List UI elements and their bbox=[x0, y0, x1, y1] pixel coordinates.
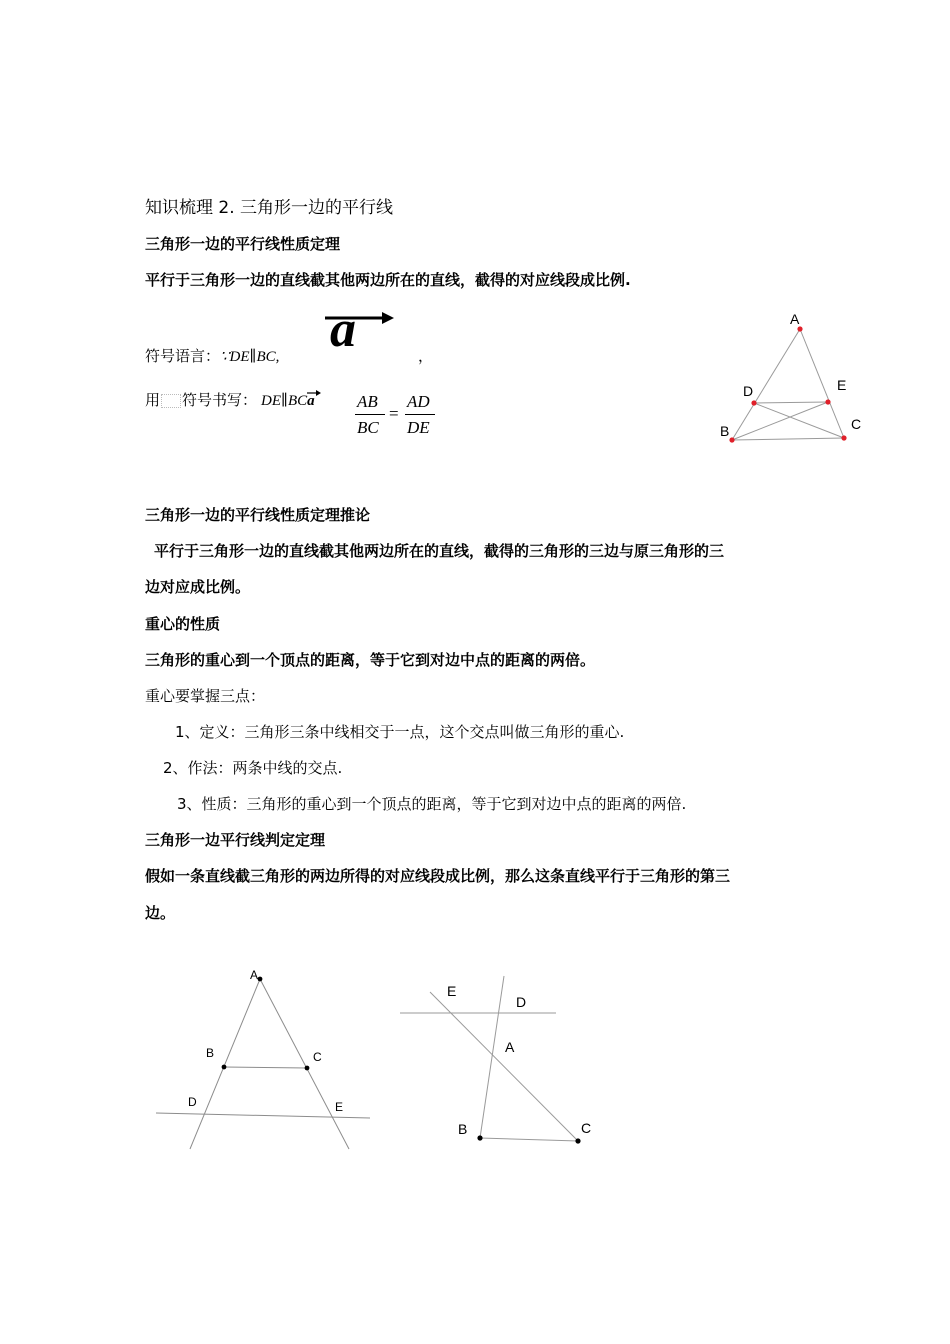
fig2-point-a bbox=[258, 977, 263, 982]
frac-left-denominator: BC bbox=[357, 418, 379, 437]
list-item-property: 3、性质：三角形的重心到一个顶点的距离，等于它到对边中点的距离的两倍. bbox=[177, 795, 687, 813]
notation-mid: 符号书写： bbox=[182, 391, 258, 409]
fig2-label-a: A bbox=[250, 968, 259, 982]
point-d bbox=[751, 400, 756, 405]
equals-sign: = bbox=[389, 404, 399, 423]
fig3-label-d: D bbox=[516, 994, 527, 1010]
section1-title: 三角形一边的平行线性质定理 bbox=[145, 235, 341, 253]
vector-a-large bbox=[322, 301, 396, 358]
figure-triangle-parallel bbox=[720, 312, 860, 442]
figure-extended-triangle bbox=[150, 965, 390, 1155]
section4-line1: 假如一条直线截三角形的两边所得的对应线段成比例，那么这条直线平行于三角形的第三 bbox=[145, 867, 731, 885]
frac-right-denominator: DE bbox=[407, 418, 430, 437]
figure2-lines bbox=[156, 979, 370, 1149]
vector-a-letter: a bbox=[330, 301, 356, 358]
section4-line2: 边。 bbox=[145, 904, 176, 922]
symbolic-label: 符号语言： bbox=[145, 347, 221, 365]
fig2-label-d: D bbox=[188, 1095, 197, 1109]
symbolic-expression: ∵DE∥BC, bbox=[220, 349, 280, 365]
proportion-equation bbox=[355, 392, 435, 442]
label-b: B bbox=[720, 423, 730, 439]
frac-left-numerator: AB bbox=[357, 392, 378, 411]
notation-expression: DE∥BC bbox=[261, 393, 308, 409]
fig3-point-c bbox=[575, 1138, 580, 1143]
frac-right-numerator: AD bbox=[407, 392, 430, 411]
fig3-label-b: B bbox=[458, 1121, 468, 1137]
page-heading: 知识梳理 2. 三角形一边的平行线 bbox=[145, 198, 394, 218]
fig2-label-c: C bbox=[313, 1050, 322, 1064]
notation-vector-a: a bbox=[307, 393, 315, 409]
section3-intro: 重心要掌握三点： bbox=[145, 687, 266, 705]
fig2-point-c bbox=[305, 1066, 310, 1071]
section1-statement: 平行于三角形一边的直线截其他两边所在的直线，截得的对应线段成比例. bbox=[145, 271, 631, 289]
notation-prefix: 用 bbox=[145, 391, 161, 409]
label-a: A bbox=[790, 311, 800, 327]
list-item-construction: 2、作法：两条中线的交点. bbox=[163, 759, 343, 777]
section3-title: 重心的性质 bbox=[145, 615, 221, 633]
point-a bbox=[797, 326, 802, 331]
list-item-definition: 1、定义：三角形三条中线相交于一点，这个交点叫做三角形的重心. bbox=[175, 723, 625, 741]
section2-title: 三角形一边的平行线性质定理推论 bbox=[145, 506, 371, 524]
point-e bbox=[825, 399, 830, 404]
fig3-point-b bbox=[477, 1135, 482, 1140]
fig3-label-e: E bbox=[447, 983, 457, 999]
frac-left-bar bbox=[355, 414, 385, 415]
fig3-label-c: C bbox=[581, 1120, 592, 1136]
notation-line bbox=[145, 390, 315, 411]
trailing-comma: ， bbox=[418, 347, 434, 365]
placeholder-box-icon bbox=[161, 394, 181, 408]
label-e: E bbox=[837, 377, 847, 393]
fig2-label-b: B bbox=[206, 1046, 215, 1060]
fig3-label-a: A bbox=[505, 1039, 515, 1055]
point-c bbox=[841, 435, 846, 440]
figure-crossing-lines bbox=[398, 970, 608, 1150]
section2-line1: 平行于三角形一边的直线截其他两边所在的直线，截得的三角形的三边与原三角形的三 bbox=[154, 542, 725, 560]
symbolic-language-line bbox=[145, 346, 279, 367]
point-b bbox=[729, 437, 734, 442]
frac-right-bar bbox=[405, 414, 435, 415]
section2-line2: 边对应成比例。 bbox=[145, 578, 251, 596]
small-arrow-icon bbox=[307, 390, 321, 396]
label-c: C bbox=[851, 416, 862, 432]
figure3-lines bbox=[400, 976, 578, 1141]
section3-statement: 三角形的重心到一个顶点的距离，等于它到对边中点的距离的两倍。 bbox=[145, 651, 596, 669]
label-d: D bbox=[743, 383, 754, 399]
fig2-point-b bbox=[222, 1065, 227, 1070]
section4-title: 三角形一边平行线判定定理 bbox=[145, 831, 326, 849]
fig2-label-e: E bbox=[335, 1100, 344, 1114]
